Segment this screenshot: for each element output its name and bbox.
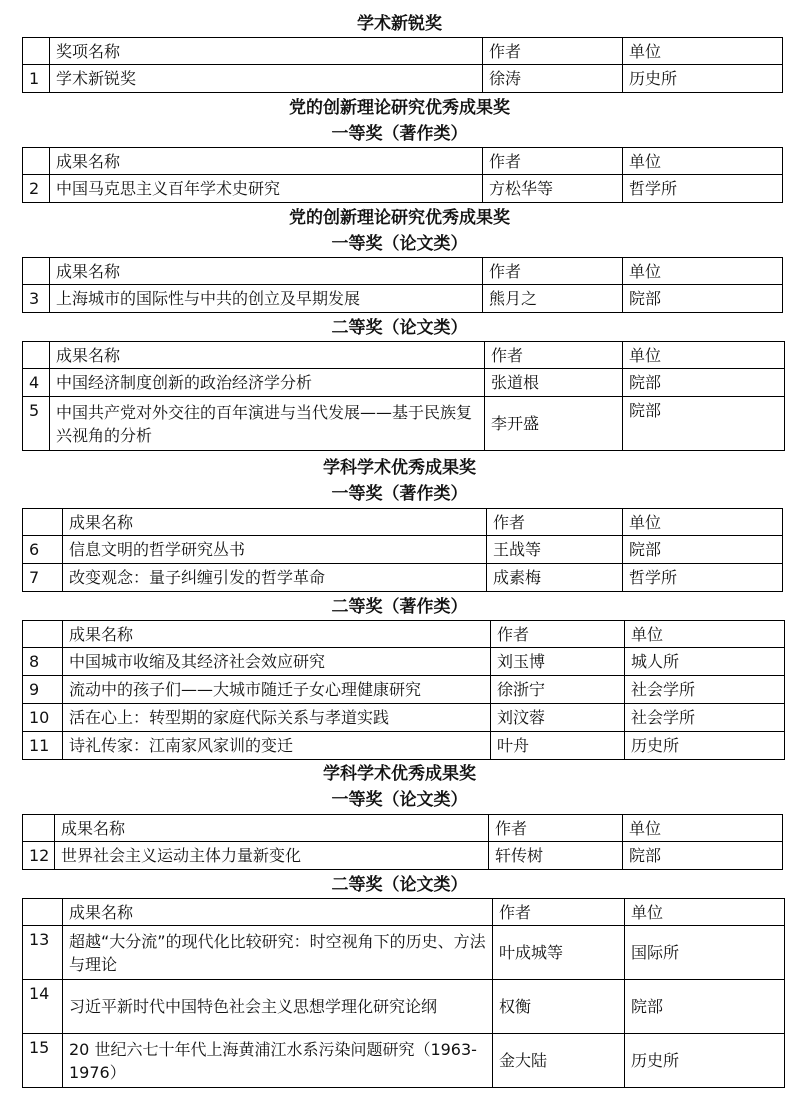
header-author: 作者 xyxy=(483,148,623,175)
row-name: 活在心上：转型期的家庭代际关系与孝道实践 xyxy=(63,704,491,732)
table-header-row xyxy=(23,815,783,842)
award-table xyxy=(22,508,783,592)
row-unit: 哲学所 xyxy=(623,564,783,592)
header-name: 成果名称 xyxy=(55,815,489,842)
row-author: 张道根 xyxy=(485,369,623,397)
section-subheading: 一等奖（著作类） xyxy=(331,484,468,504)
table-row xyxy=(23,397,785,451)
table-row xyxy=(23,926,785,980)
header-author: 作者 xyxy=(491,621,625,648)
section-heading: 学术新锐奖 xyxy=(357,14,442,34)
row-name: 信息文明的哲学研究丛书 xyxy=(63,536,487,564)
row-number: 15 xyxy=(23,1034,63,1088)
row-unit: 社会学所 xyxy=(625,704,785,732)
row-number: 8 xyxy=(23,648,63,676)
header-unit: 单位 xyxy=(623,148,783,175)
row-unit: 历史所 xyxy=(625,732,785,760)
table-header-row xyxy=(23,342,785,369)
award-table xyxy=(22,898,785,1088)
row-name: 中国马克思主义百年学术史研究 xyxy=(50,175,483,203)
row-unit: 哲学所 xyxy=(623,175,783,203)
award-table xyxy=(22,257,783,313)
row-name: 学术新锐奖 xyxy=(50,65,483,93)
table-row xyxy=(23,285,783,313)
table-header-row xyxy=(23,899,785,926)
section-subheading: 一等奖（著作类） xyxy=(331,124,468,144)
section-subheading: 二等奖（论文类） xyxy=(331,318,468,338)
row-unit: 院部 xyxy=(623,369,785,397)
section-heading: 党的创新理论研究优秀成果奖 xyxy=(289,98,510,118)
table-header-row xyxy=(23,621,785,648)
table-header-row xyxy=(23,509,783,536)
table-header-row xyxy=(23,38,783,65)
row-name: 中国共产党对外交往的百年演进与当代发展——基于民族复兴视角的分析 xyxy=(50,397,485,451)
table-row xyxy=(23,842,783,870)
header-number-cell xyxy=(23,258,50,285)
header-unit: 单位 xyxy=(623,342,785,369)
row-unit: 院部 xyxy=(625,980,785,1034)
header-name: 成果名称 xyxy=(50,258,483,285)
row-author: 叶成城等 xyxy=(493,926,625,980)
row-unit: 院部 xyxy=(623,397,785,451)
award-table xyxy=(22,37,783,93)
table-row xyxy=(23,980,785,1034)
award-table xyxy=(22,147,783,203)
row-unit: 历史所 xyxy=(623,65,783,93)
row-author: 熊月之 xyxy=(483,285,623,313)
header-unit: 单位 xyxy=(625,899,785,926)
header-name: 成果名称 xyxy=(50,148,483,175)
row-author: 权衡 xyxy=(493,980,625,1034)
row-name: 诗礼传家：江南家风家训的变迁 xyxy=(63,732,491,760)
row-number: 4 xyxy=(23,369,50,397)
row-unit: 城人所 xyxy=(625,648,785,676)
header-unit: 单位 xyxy=(623,258,783,285)
row-number: 1 xyxy=(23,65,50,93)
table-row xyxy=(23,1034,785,1088)
row-name: 流动中的孩子们——大城市随迁子女心理健康研究 xyxy=(63,676,491,704)
row-unit: 院部 xyxy=(623,536,783,564)
row-author: 轩传树 xyxy=(489,842,623,870)
row-author: 徐涛 xyxy=(483,65,623,93)
row-name: 中国经济制度创新的政治经济学分析 xyxy=(50,369,485,397)
row-unit: 院部 xyxy=(623,285,783,313)
header-author: 作者 xyxy=(487,509,623,536)
row-author: 徐浙宁 xyxy=(491,676,625,704)
header-name: 奖项名称 xyxy=(50,38,483,65)
row-number: 11 xyxy=(23,732,63,760)
row-name: 中国城市收缩及其经济社会效应研究 xyxy=(63,648,491,676)
row-number: 3 xyxy=(23,285,50,313)
header-unit: 单位 xyxy=(625,621,785,648)
table-row xyxy=(23,704,785,732)
section-subheading: 一等奖（论文类） xyxy=(331,790,468,810)
header-name: 成果名称 xyxy=(63,509,487,536)
section-heading: 学科学术优秀成果奖 xyxy=(323,764,476,784)
row-number: 10 xyxy=(23,704,63,732)
section-subheading: 一等奖（论文类） xyxy=(331,234,468,254)
header-author: 作者 xyxy=(493,899,625,926)
row-name: 上海城市的国际性与中共的创立及早期发展 xyxy=(50,285,483,313)
row-author: 方松华等 xyxy=(483,175,623,203)
table-row xyxy=(23,65,783,93)
row-author: 李开盛 xyxy=(485,397,623,451)
award-table xyxy=(22,620,785,760)
row-author: 王战等 xyxy=(487,536,623,564)
header-number-cell xyxy=(23,38,50,65)
table-header-row xyxy=(23,148,783,175)
row-name: 改变观念：量子纠缠引发的哲学革命 xyxy=(63,564,487,592)
header-number-cell xyxy=(23,342,50,369)
row-number: 2 xyxy=(23,175,50,203)
header-name: 成果名称 xyxy=(63,621,491,648)
table-row xyxy=(23,175,783,203)
row-author: 刘汶蓉 xyxy=(491,704,625,732)
header-unit: 单位 xyxy=(623,815,783,842)
table-row xyxy=(23,732,785,760)
header-number-cell xyxy=(23,621,63,648)
table-row xyxy=(23,536,783,564)
row-author: 金大陆 xyxy=(493,1034,625,1088)
row-unit: 历史所 xyxy=(625,1034,785,1088)
header-name: 成果名称 xyxy=(50,342,485,369)
section-subheading: 二等奖（论文类） xyxy=(331,875,468,895)
row-number: 9 xyxy=(23,676,63,704)
row-number: 12 xyxy=(23,842,55,870)
row-unit: 国际所 xyxy=(625,926,785,980)
row-number: 5 xyxy=(23,397,50,451)
table-row xyxy=(23,369,785,397)
row-name: 习近平新时代中国特色社会主义思想学理化研究论纲 xyxy=(63,980,493,1034)
header-number-cell xyxy=(23,815,55,842)
row-author: 刘玉博 xyxy=(491,648,625,676)
row-author: 叶舟 xyxy=(491,732,625,760)
header-author: 作者 xyxy=(485,342,623,369)
section-subheading: 二等奖（著作类） xyxy=(331,597,468,617)
header-unit: 单位 xyxy=(623,509,783,536)
row-number: 6 xyxy=(23,536,63,564)
header-author: 作者 xyxy=(489,815,623,842)
table-header-row xyxy=(23,258,783,285)
header-number-cell xyxy=(23,899,63,926)
row-author: 成素梅 xyxy=(487,564,623,592)
row-name: 世界社会主义运动主体力量新变化 xyxy=(55,842,489,870)
header-author: 作者 xyxy=(483,258,623,285)
header-number-cell xyxy=(23,509,63,536)
award-table xyxy=(22,341,785,451)
award-table xyxy=(22,814,783,870)
row-number: 13 xyxy=(23,926,63,980)
row-number: 7 xyxy=(23,564,63,592)
table-row xyxy=(23,648,785,676)
header-number-cell xyxy=(23,148,50,175)
header-author: 作者 xyxy=(483,38,623,65)
section-heading: 学科学术优秀成果奖 xyxy=(323,458,476,478)
header-unit: 单位 xyxy=(623,38,783,65)
section-heading: 党的创新理论研究优秀成果奖 xyxy=(289,208,510,228)
row-number: 14 xyxy=(23,980,63,1034)
table-row xyxy=(23,564,783,592)
header-name: 成果名称 xyxy=(63,899,493,926)
row-unit: 社会学所 xyxy=(625,676,785,704)
row-name: 超越“大分流”的现代化比较研究：时空视角下的历史、方法与理论 xyxy=(63,926,493,980)
row-unit: 院部 xyxy=(623,842,783,870)
row-name: 20 世纪六七十年代上海黄浦江水系污染问题研究（1963-1976） xyxy=(63,1034,493,1088)
table-row xyxy=(23,676,785,704)
